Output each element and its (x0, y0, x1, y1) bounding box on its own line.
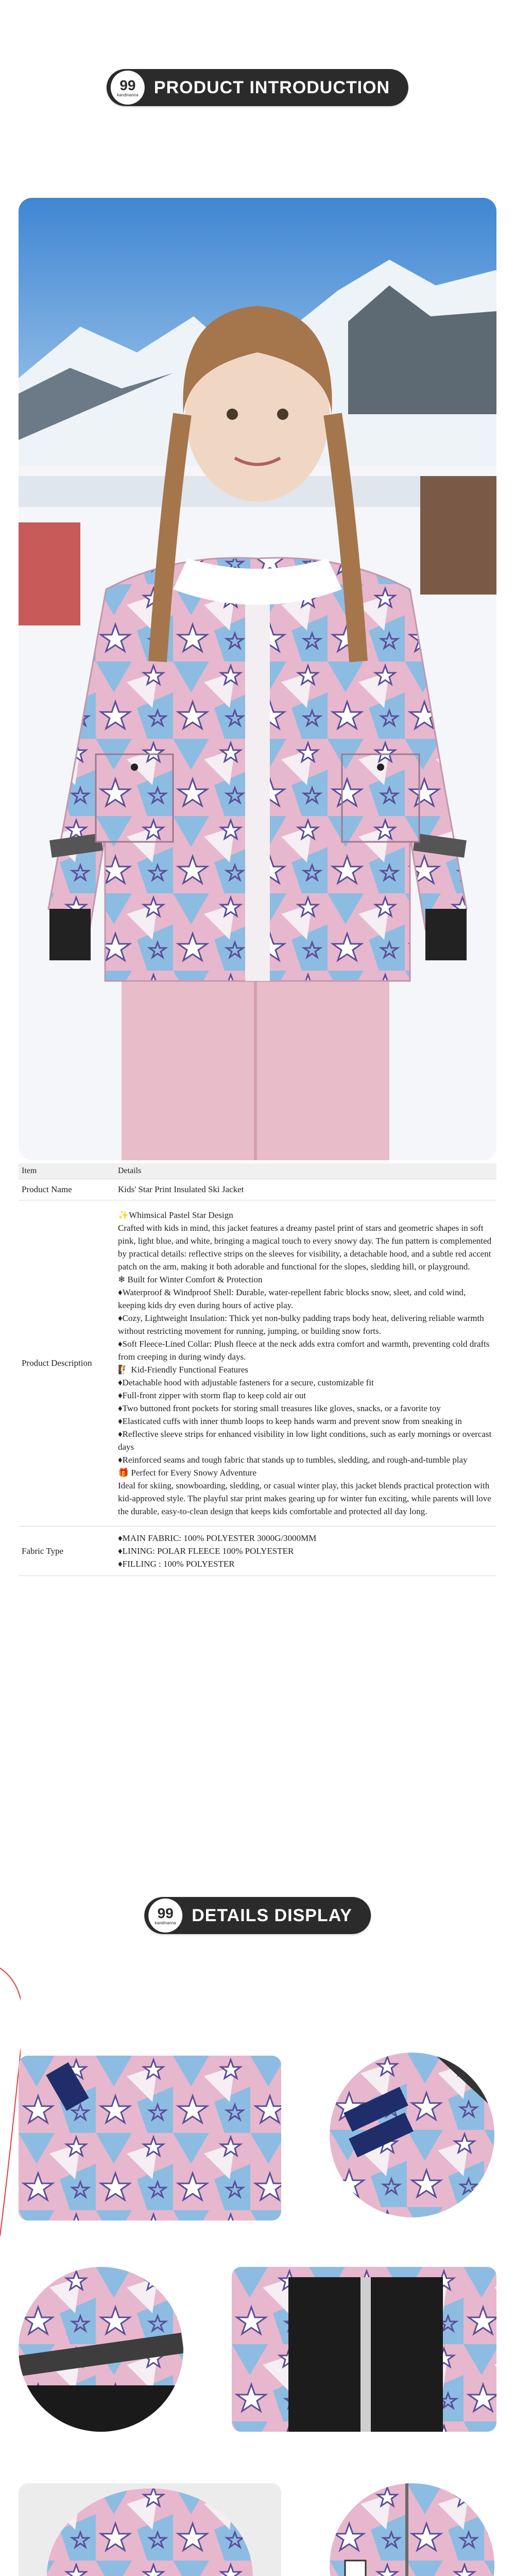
hero-product-image (19, 198, 496, 1160)
fabric-type-value: ♦MAIN FABRIC: 100% POLYESTER 3000G/3000MM ♦LINING: POLAR FLEECE 100% POLYESTER ♦FILLING : 100% POLYESTER (115, 1527, 496, 1576)
header-item: Item (19, 1163, 115, 1179)
product-introduction-banner (107, 69, 408, 106)
spec-table (19, 1163, 496, 1576)
product-description-label: Product Description (19, 1200, 115, 1527)
brand-logo: 99 kandinanna (148, 1899, 182, 1933)
table-row (19, 1527, 496, 1576)
table-row (19, 1200, 496, 1527)
detail-image-pocket (330, 2483, 494, 2576)
detail-image-reflective-patch (330, 2053, 494, 2217)
product-description-text: ✨Whimsical Pastel Star Design Crafted with kids in mind, this jacket features a dreamy pastel print of stars and geometric shapes in soft pink, light blue, and white, bringing a magical touch to every snowy day. The fun pattern is complemented by practical details: reflective strips on the sleeves for visibility, a detachable hood, and a subtle red accent patch on the arm, making it both adorable and functional for the slopes, sledding hill, or playground. ❄ Built for Winter Comfort & Protection ♦Waterproof & Windproof Shell: Durable, water-repellent fabric blocks snow, sleet, and cold wind, keeping kids dry even during hours of active play. ♦Cozy, Lightweight Insulation: Thick yet non-bulky padding traps body heat, delivering reliable warmth without restricting movement for running, jumping, or building snow forts. ♦Soft Fleece-Lined Collar: Plush fleece at the neck adds extra comfort and warmth, preventing cold drafts from creeping in during windy days. 🧗 Kid-Friendly Functional Features ♦Detachable hood with adjustable fasteners for a secure, customizable fit ♦Full-front zipper with storm flap to keep cold air out ♦Two buttoned front pockets for storing small treasures like gloves, snacks, or a favorite toy ♦Elasticated cuffs with inner thumb loops to keep hands warm and prevent snow from sneaking in ♦Reflective sleeve strips for enhanced visibility in low light conditions, such as early mornings or overcast days ♦Reinforced seams and tough fabric that stands up to tumbles, sledding, and rough-and-tumble play 🎁 Perfect for Every Snowy Adventure Ideal for skiing, snowboarding, sledding, or casual winter play, this jacket blends practical protection with kid-approved style. The playful star print makes gearing up for winter fun exciting, while parents will love the durable, easy-to-clean design that keeps kids comfortable and protected all day long. (115, 1200, 496, 1527)
detail-image-chest (19, 2056, 281, 2221)
detail-image-lining (232, 2267, 496, 2432)
brand-logo: 99 kandinanna (111, 71, 145, 105)
section-title: DETAILS DISPLAY (192, 1905, 352, 1925)
header-details: Details (115, 1163, 496, 1179)
fabric-type-label: Fabric Type (19, 1527, 115, 1576)
product-name-value: Kids' Star Print Insulated Ski Jacket (115, 1179, 496, 1200)
details-display-banner (144, 1897, 371, 1934)
table-header-row (19, 1163, 496, 1179)
table-row (19, 1179, 496, 1200)
detail-image-hood (19, 2483, 281, 2576)
section-title: PRODUCT INTRODUCTION (153, 77, 390, 97)
decorative-red-curve (0, 1947, 21, 2308)
product-name-label: Product Name (19, 1179, 115, 1200)
detail-image-cuff (19, 2267, 183, 2432)
